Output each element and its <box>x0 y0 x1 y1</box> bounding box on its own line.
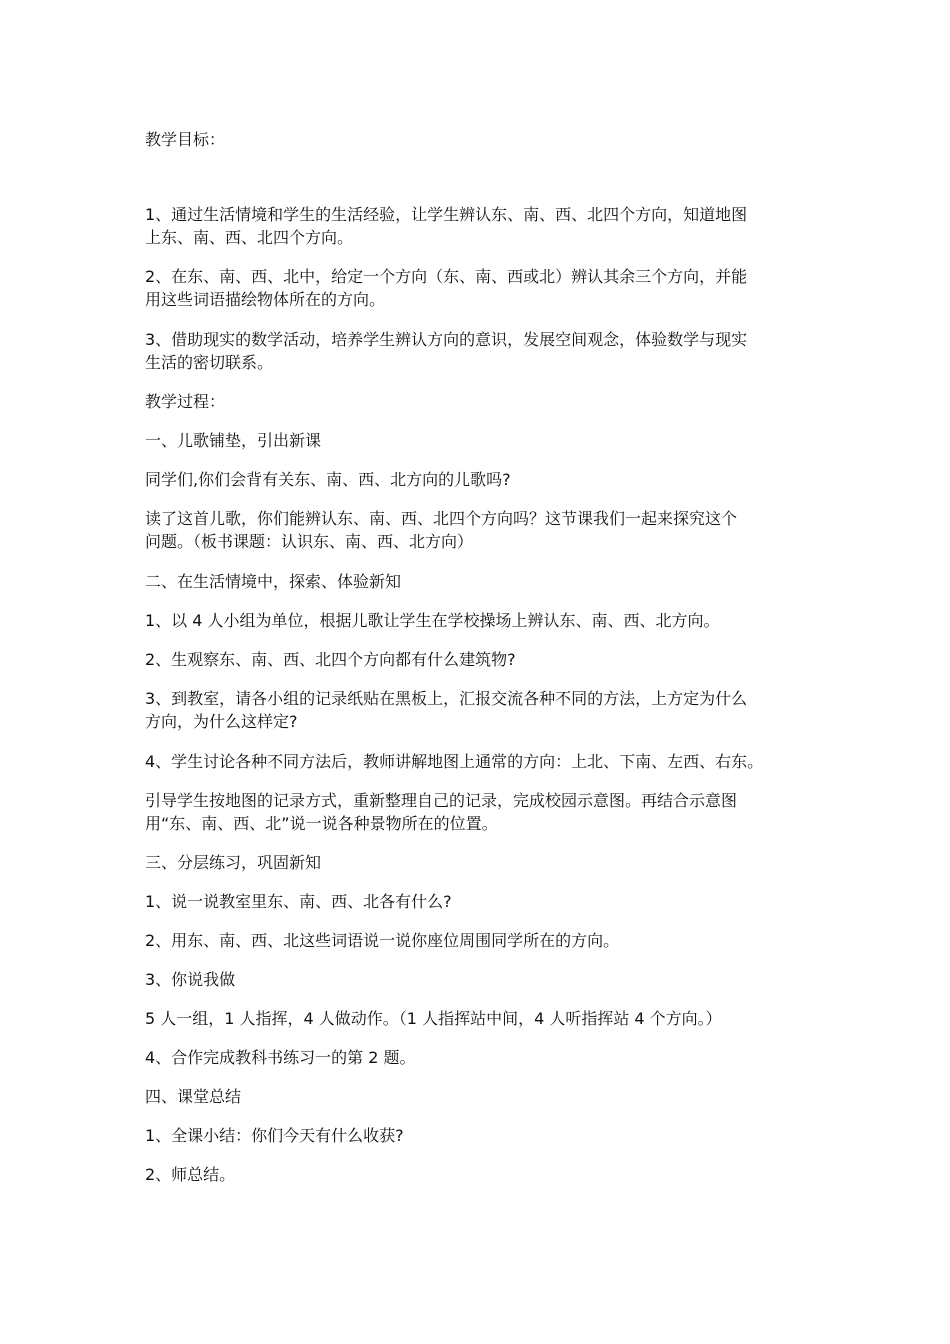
section-2-paragraph-4: 4、学生讨论各种不同方法后，教师讲解地图上通常的方向：上北、下南、左西、右东。 <box>145 752 764 771</box>
goal-2-line-2: 用这些词语描绘物体所在的方向。 <box>145 290 386 309</box>
goal-1-line-1: 1、通过生活情境和学生的生活经验，让学生辨认东、南、西、北四个方向，知道地图 <box>145 205 748 224</box>
section-3-paragraph-4: 5 人一组，1 人指挥，4 人做动作。（1 人指挥站中间，4 人听指挥站 4 个方向。） <box>145 1009 722 1028</box>
section-3-paragraph-3: 3、你说我做 <box>145 970 236 989</box>
section-2-paragraph-3 <box>145 687 825 733</box>
goal-3-line-1: 3、借助现实的数学活动，培养学生辨认方向的意识，发展空间观念，体验数学与现实 <box>145 330 748 349</box>
section-4-paragraph-1: 1、全课小结：你们今天有什么收获? <box>145 1126 404 1145</box>
section-4-paragraph-2: 2、师总结。 <box>145 1165 236 1184</box>
section-2-paragraph-5 <box>145 789 825 835</box>
goal-2 <box>145 265 825 311</box>
section-2-paragraph-5-line-2: 用“东、南、西、北”说一说各种景物所在的位置。 <box>145 814 498 833</box>
section-3-paragraph-1: 1、说一说教室里东、南、西、北各有什么? <box>145 892 452 911</box>
goal-1 <box>145 203 825 249</box>
section-2-paragraph-3-line-2: 方向，为什么这样定? <box>145 712 298 731</box>
goal-1-line-2: 上东、南、西、北四个方向。 <box>145 228 354 247</box>
goal-2-line-1: 2、在东、南、西、北中，给定一个方向（东、南、西或北）辨认其余三个方向，并能 <box>145 267 748 286</box>
section-1-paragraph-2 <box>145 507 825 553</box>
section-3-paragraph-2: 2、用东、南、西、北这些词语说一说你座位周围同学所在的方向。 <box>145 931 620 950</box>
goal-3-line-2: 生活的密切联系。 <box>145 353 274 372</box>
heading-teaching-process: 教学过程： <box>145 392 226 411</box>
heading-teaching-goals: 教学目标： <box>145 130 226 149</box>
section-3-title: 三、分层练习，巩固新知 <box>145 853 322 872</box>
section-1-paragraph-2-line-2: 问题。（板书课题：认识东、南、西、北方向） <box>145 532 474 551</box>
section-2-paragraph-1: 1、以 4 人小组为单位，根据儿歌让学生在学校操场上辨认东、南、西、北方向。 <box>145 611 720 630</box>
section-2-title: 二、在生活情境中，探索、体验新知 <box>145 572 402 591</box>
section-4-title: 四、课堂总结 <box>145 1087 242 1106</box>
section-3-paragraph-5: 4、合作完成教科书练习一的第 2 题。 <box>145 1048 416 1067</box>
section-1-paragraph-2-line-1: 读了这首儿歌，你们能辨认东、南、西、北四个方向吗？这节课我们一起来探究这个 <box>145 509 738 528</box>
section-1-title: 一、儿歌铺垫，引出新课 <box>145 431 322 450</box>
section-2-paragraph-5-line-1: 引导学生按地图的记录方式，重新整理自己的记录，完成校园示意图。再结合示意图 <box>145 791 738 810</box>
section-1-paragraph-1: 同学们,你们会背有关东、南、西、北方向的儿歌吗? <box>145 470 511 489</box>
section-2-paragraph-2: 2、生观察东、南、西、北四个方向都有什么建筑物? <box>145 650 516 669</box>
goal-3 <box>145 328 825 374</box>
section-2-paragraph-3-line-1: 3、到教室，请各小组的记录纸贴在黑板上，汇报交流各种不同的方法，上方定为什么 <box>145 689 748 708</box>
